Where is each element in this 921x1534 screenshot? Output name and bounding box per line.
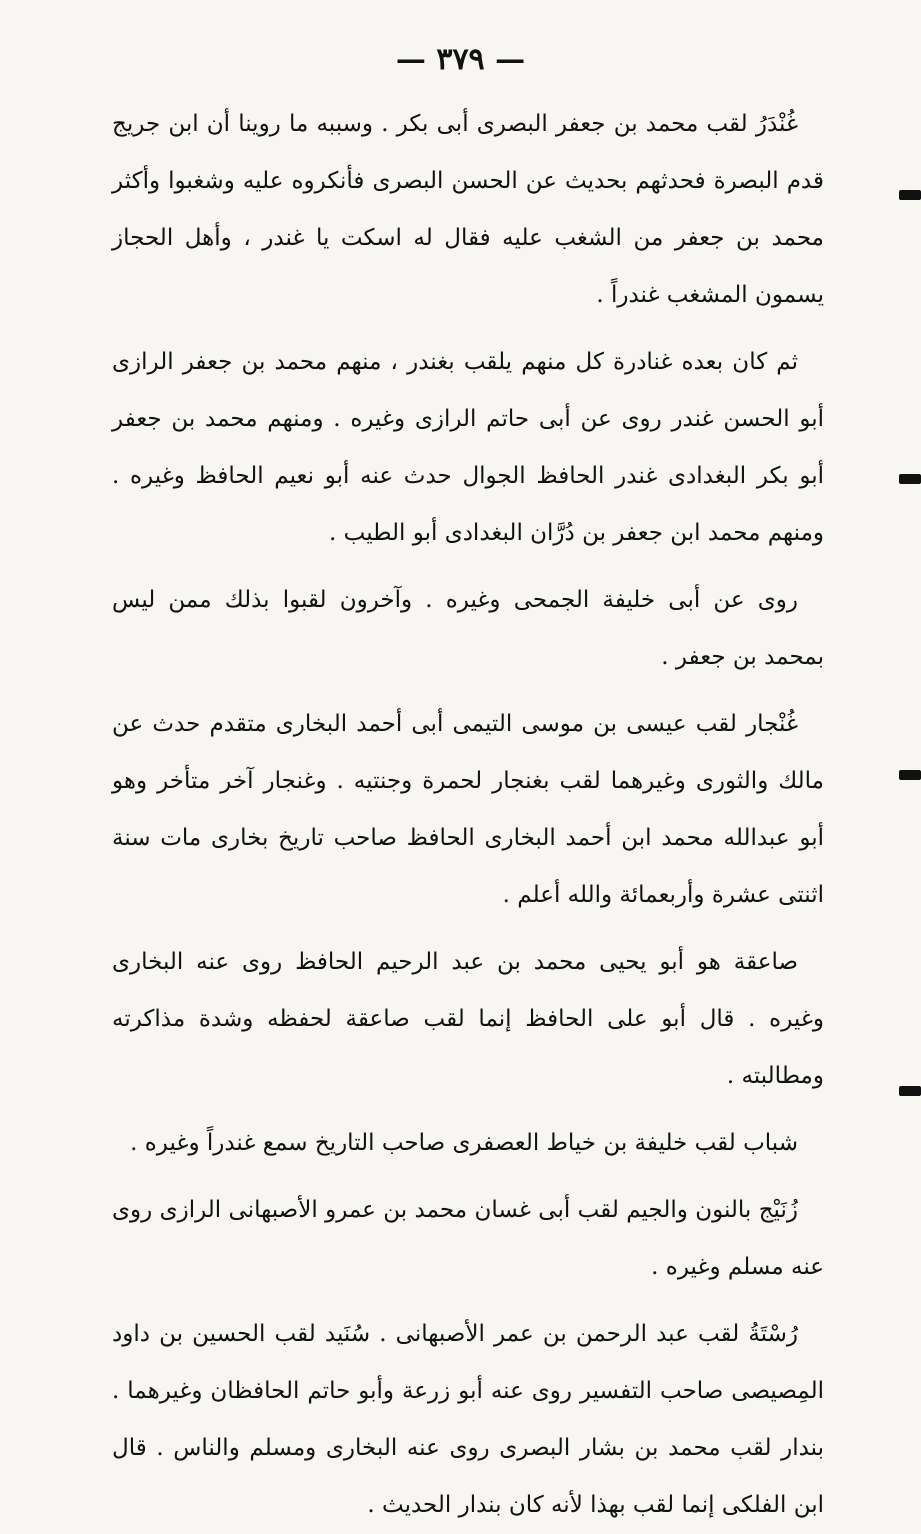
paragraph-saiqa: صاعقة هو أبو يحيى محمد بن عبد الرحيم الحافظ روى عنه البخارى وغيره . قال أبو على الحافظ إنما لقب صاعقة لحفظه وشدة مذاكرته ومطالبته . [112, 949, 824, 1089]
paragraph-shabab: شباب لقب خليفة بن خياط العصفرى صاحب التاريخ سمع غندراً وغيره . [130, 1130, 798, 1156]
main-text [112, 96, 824, 1534]
paragraph-zunayj: زُنَيْج بالنون والجيم لقب أبى غسان محمد بن عمرو الأصبهانى الرازى روى عنه مسلم وغيره . [112, 1197, 824, 1280]
paragraph-ghundar: غُنْدَرُ لقب محمد بن جعفر البصرى أبى بكر . وسببه ما روينا أن ابن جريج قدم البصرة فحدثهم بحديث عن الحسن البصرى فأنكروه عليه وشغبوا وأكثر محمد بن جعفر من الشغب عليه فقال له اسكت يا غندر ، وأهل الحجاز يسمون المشغب غندراً . [112, 111, 824, 308]
paragraph-ghanadira: ثم كان بعده غنادرة كل منهم يلقب بغندر ، منهم محمد بن جعفر الرازى أبو الحسن غندر روى عن أبى حاتم الرازى وغيره . ومنهم محمد بن جعفر أبو بكر البغدادى غندر الحافظ الجوال حدث عنه أبو نعيم الحافظ وغيره . ومنهم محمد ابن جعفر بن دُرَّان البغدادى أبو الطيب . [112, 349, 824, 546]
margin-mark [899, 1086, 921, 1096]
margin-mark [899, 770, 921, 780]
margin-mark [899, 190, 921, 200]
paragraph-rusta: رُسْتَةُ لقب عبد الرحمن بن عمر الأصبهانى . سُنَيد لقب الحسين بن داود المِصيصى صاحب التفسير روى عنه أبو زرعة وأبو حاتم الحافظان وغيرهما . بندار لقب محمد بن بشار البصرى روى عنه البخارى ومسلم والناس . قال ابن الفلكى إنما لقب بهذا لأنه كان بندار الحديث . [112, 1321, 824, 1518]
page-number: — ٣٧٩ — [395, 42, 526, 77]
paragraph-ghunjar: غُنْجار لقب عيسى بن موسى التيمى أبى أحمد البخارى متقدم حدث عن مالك والثورى وغيرهما لقب بغنجار لحمرة وجنتيه . وغنجار آخر متأخر وهو أبو عبدالله محمد ابن أحمد البخارى الحافظ صاحب تاريخ بخارى مات سنة اثنتى عشرة وأربعمائة والله أعلم . [112, 711, 824, 908]
paragraph-others: روى عن أبى خليفة الجمحى وغيره . وآخرون لقبوا بذلك ممن ليس بمحمد بن جعفر . [112, 587, 824, 670]
margin-mark [899, 474, 921, 484]
